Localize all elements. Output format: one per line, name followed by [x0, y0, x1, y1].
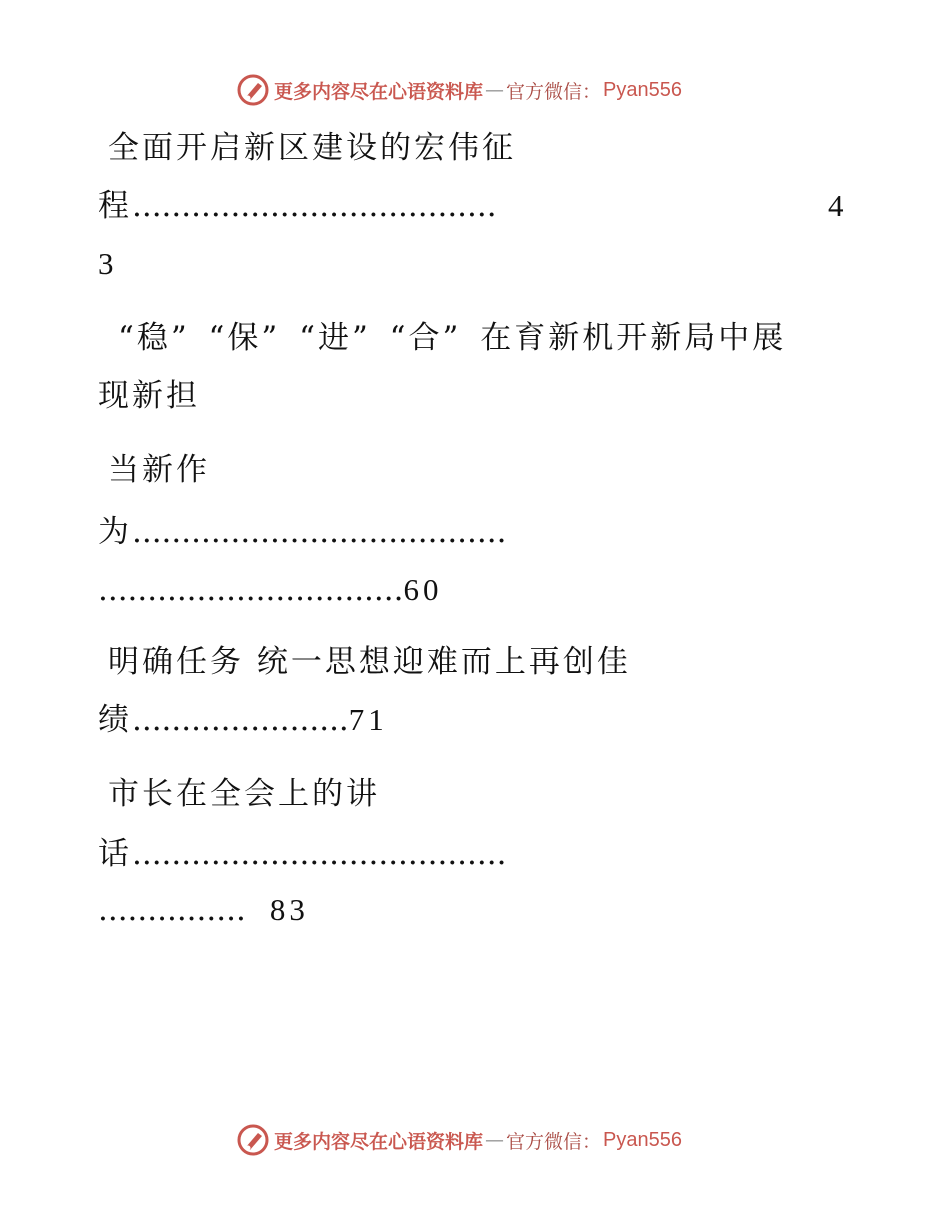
- pen-logo-icon: [236, 1123, 270, 1157]
- toc-entry-4-title: 市长在全会上的讲: [108, 776, 380, 812]
- footer-watermark: [236, 1122, 682, 1158]
- toc-entry-1-title: 全面开启新区建设的宏伟征: [108, 130, 516, 166]
- toc-entry-2-leader-cont: [98, 570, 442, 610]
- watermark-dash: —: [485, 1129, 505, 1151]
- toc-entry-2-page: 60: [403, 572, 443, 607]
- toc-entry-4-dots-b: ...............: [98, 892, 246, 928]
- toc-entry-2-title-cont-2: 当新作: [108, 452, 210, 488]
- watermark-handle: Pyan556: [603, 1128, 682, 1151]
- toc-entry-2-last-char: 为: [98, 514, 132, 550]
- toc-entry-1-last-char: 程: [98, 188, 132, 224]
- toc-entry-1-dots: .....................................: [132, 188, 497, 224]
- watermark-official-label: 官方微信：: [506, 80, 602, 103]
- toc-entry-4-page: 83: [269, 892, 309, 927]
- toc-entry-4-leader-cont: [98, 890, 309, 930]
- toc-entry-2-title-cont: 现新担: [98, 378, 200, 414]
- watermark-dash: —: [485, 79, 505, 101]
- watermark-official-label: 官方微信：: [506, 1130, 602, 1153]
- toc-entry-3-last-char: 绩: [98, 702, 132, 738]
- pen-logo-icon: [236, 73, 270, 107]
- toc-entry-2-dots-b: ...............................: [98, 572, 404, 608]
- watermark-handle: Pyan556: [603, 78, 682, 101]
- toc-entry-3-title: 明确任务 统一思想迎难而上再创佳: [108, 644, 631, 680]
- toc-entry-4-dots-a: ......................................: [132, 836, 507, 872]
- toc-entry-3-dots: ......................: [132, 702, 349, 738]
- toc-entry-2-leader: [98, 512, 506, 552]
- toc-entry-1-leader: [98, 186, 497, 226]
- toc-entry-4-last-char: 话: [98, 836, 132, 872]
- header-watermark: [236, 72, 682, 108]
- toc-entry-1-page-b: 3: [98, 246, 118, 281]
- toc-entry-2-title: “稳” “保” “进” “合” 在育新机开新局中展: [118, 320, 787, 356]
- watermark-text: 更多内容尽在心语资料库: [274, 80, 484, 103]
- toc-entry-3-page: 71: [348, 702, 388, 737]
- toc-entry-1-page-a: 4: [828, 188, 848, 223]
- toc-entry-2-dots-a: ......................................: [132, 514, 507, 550]
- watermark-text: 更多内容尽在心语资料库: [274, 1130, 484, 1153]
- toc-entry-3-leader: [98, 700, 388, 740]
- toc-entry-4-leader: [98, 834, 506, 874]
